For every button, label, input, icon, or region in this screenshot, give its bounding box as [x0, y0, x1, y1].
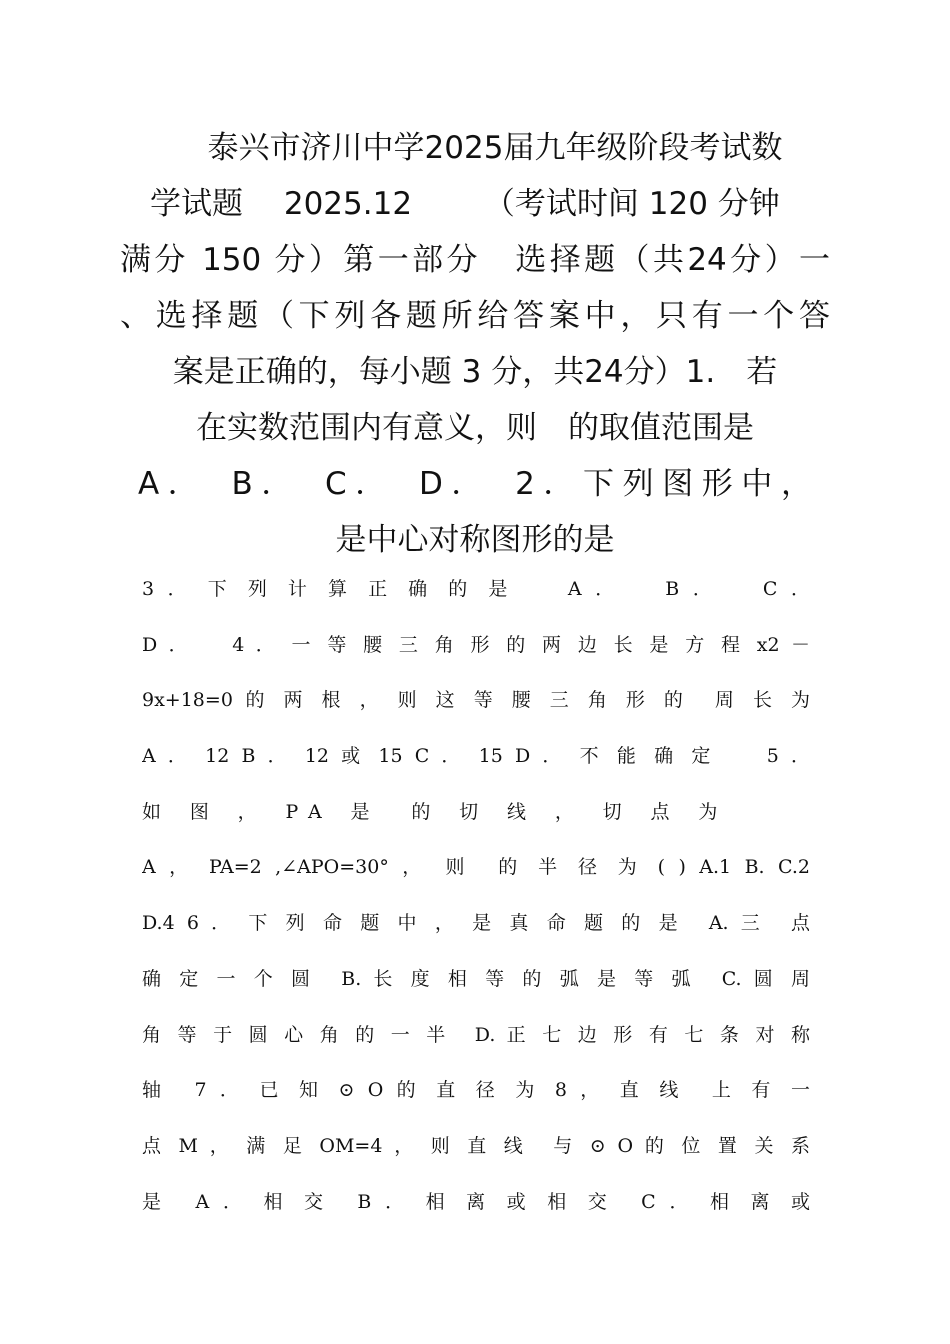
- body-line: 如 图 ， PA 是 的 切 线 ， 切 点 为: [142, 800, 729, 823]
- heading-line: 、选择题（下列各题所给答案中，只有一个答: [120, 298, 830, 334]
- body-line: D.4 6 ． 下 列 命 题 中 ， 是 真 命 题 的 是 A. 三 点: [142, 912, 810, 935]
- question-body: [142, 562, 810, 1230]
- body-line: 角 等 于 圆 心 角 的 一 半 D. 正 七 边 形 有 七 条 对 称: [142, 1023, 810, 1046]
- heading-line: 案是正确的，每小题 3 分，共24分）1. 若: [172, 354, 778, 390]
- heading-line: 是中心对称图形的是: [335, 522, 615, 558]
- heading-line: 在实数范围内有意义，则 的取值范围是: [196, 410, 754, 446]
- heading-line: 学试题 2025.12 （考试时间 120 分钟: [150, 186, 780, 222]
- exam-heading: [120, 120, 830, 568]
- heading-line: 泰兴市济川中学2025届九年级阶段考试数: [207, 130, 783, 166]
- heading-line: A． B． C． D． 2．下列图形中，: [138, 466, 812, 502]
- body-line: A ， PA=2 ,∠APO=30° ， 则 的 半 径 为 ( ) A.1 B. C.2: [142, 856, 810, 879]
- body-line: 点 M ， 满 足 OM=4 ， 则 直 线 与 ⊙ O 的 位 置 关 系: [142, 1134, 810, 1157]
- body-line: 是 A ． 相 交 B ． 相 离 或 相 交 C ． 相 离 或: [142, 1190, 810, 1213]
- body-line: 确 定 一 个 圆 B. 长 度 相 等 的 弧 是 等 弧 C. 圆 周: [142, 967, 810, 990]
- body-line: 9x+18=0 的 两 根 ， 则 这 等 腰 三 角 形 的 周 长 为: [142, 689, 810, 712]
- body-line: A ． 12 B ． 12 或 15 C ． 15 D ． 不 能 确 定 5 ．: [142, 745, 810, 768]
- body-line: D ． 4 ． 一 等 腰 三 角 形 的 两 边 长 是 方 程 x2 －: [142, 633, 810, 656]
- body-line: 轴 7 ． 已 知 ⊙ O 的 直 径 为 8 ， 直 线 上 有 一: [142, 1079, 810, 1102]
- heading-line: 满分 150 分）第一部分 选择题（共24分）一: [120, 242, 830, 278]
- body-line: 3 ． 下 列 计 算 正 确 的 是 A ． B ． C ．: [142, 578, 810, 600]
